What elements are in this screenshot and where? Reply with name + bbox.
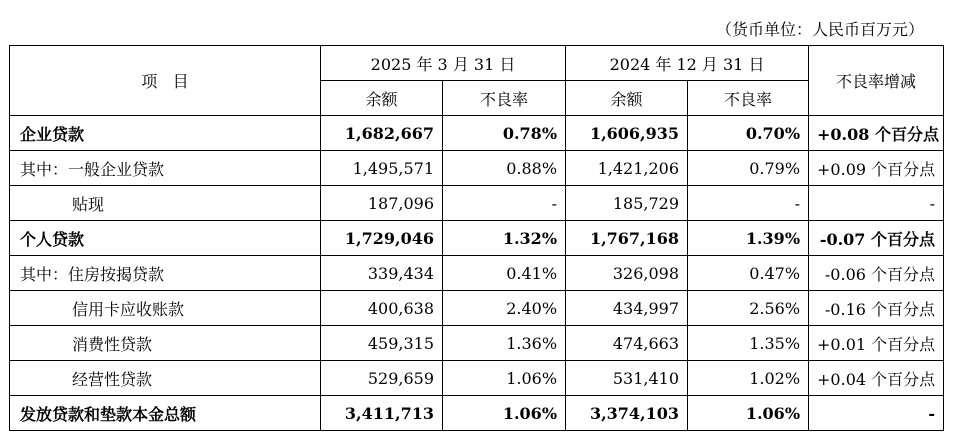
balance-2025q1: 1,682,667 <box>321 116 443 151</box>
npl-change: +0.04 个百分点 <box>809 361 944 396</box>
balance-2025q1: 187,096 <box>321 186 443 221</box>
row-label: 其中：住房按揭贷款 <box>10 256 321 291</box>
table-row-retail-loans <box>10 221 944 256</box>
npl-2024ye: 0.47% <box>688 256 809 291</box>
currency-unit-note: （货币单位：人民币百万元） <box>715 20 924 39</box>
balance-2024ye: 474,663 <box>566 326 688 361</box>
header-balance-2024ye: 余额 <box>566 81 688 116</box>
balance-2025q1: 400,638 <box>321 291 443 326</box>
loan-quality-table <box>9 45 944 431</box>
row-label: 个人贷款 <box>10 221 321 256</box>
header-npl-change: 不良率增减 <box>809 46 944 116</box>
npl-2025q1: 0.88% <box>443 151 566 186</box>
npl-2025q1: 0.41% <box>443 256 566 291</box>
npl-2024ye: 1.35% <box>688 326 809 361</box>
npl-2024ye: 0.70% <box>688 116 809 151</box>
npl-2025q1: 1.36% <box>443 326 566 361</box>
npl-change: -0.16 个百分点 <box>809 291 944 326</box>
balance-2025q1: 529,659 <box>321 361 443 396</box>
npl-change: +0.08 个百分点 <box>809 116 944 151</box>
npl-2024ye: 2.56% <box>688 291 809 326</box>
npl-change: - <box>809 396 944 431</box>
balance-2025q1: 459,315 <box>321 326 443 361</box>
row-label: 企业贷款 <box>10 116 321 151</box>
row-label: 其中：一般企业贷款 <box>10 151 321 186</box>
header-npl-2024ye: 不良率 <box>688 81 809 116</box>
balance-2025q1: 339,434 <box>321 256 443 291</box>
balance-2025q1: 1,729,046 <box>321 221 443 256</box>
table-row-general-corporate <box>10 151 944 186</box>
table-row-business <box>10 361 944 396</box>
header-balance-2025q1: 余额 <box>321 81 443 116</box>
balance-2024ye: 531,410 <box>566 361 688 396</box>
npl-2025q1: 1.32% <box>443 221 566 256</box>
balance-2024ye: 1,767,168 <box>566 221 688 256</box>
balance-2025q1: 3,411,713 <box>321 396 443 431</box>
table-row-credit-card <box>10 291 944 326</box>
balance-2024ye: 326,098 <box>566 256 688 291</box>
row-label: 信用卡应收账款 <box>10 291 321 326</box>
row-label: 经营性贷款 <box>10 361 321 396</box>
npl-2024ye: 0.79% <box>688 151 809 186</box>
header-item: 项 目 <box>10 46 321 116</box>
table-row-corporate-loans <box>10 116 944 151</box>
row-label: 消费性贷款 <box>10 326 321 361</box>
row-label: 贴现 <box>10 186 321 221</box>
balance-2024ye: 3,374,103 <box>566 396 688 431</box>
balance-2024ye: 434,997 <box>566 291 688 326</box>
balance-2025q1: 1,495,571 <box>321 151 443 186</box>
npl-2025q1: 1.06% <box>443 396 566 431</box>
npl-2024ye: 1.02% <box>688 361 809 396</box>
npl-2025q1: 1.06% <box>443 361 566 396</box>
npl-2025q1: - <box>443 186 566 221</box>
npl-2025q1: 2.40% <box>443 291 566 326</box>
balance-2024ye: 1,606,935 <box>566 116 688 151</box>
npl-change: - <box>809 186 944 221</box>
table-row-total <box>10 396 944 431</box>
header-period-2024ye: 2024 年 12 月 31 日 <box>566 46 809 81</box>
npl-change: +0.01 个百分点 <box>809 326 944 361</box>
header-row-1 <box>10 46 944 81</box>
header-npl-2025q1: 不良率 <box>443 81 566 116</box>
npl-change: -0.07 个百分点 <box>809 221 944 256</box>
npl-2024ye: - <box>688 186 809 221</box>
header-period-2025q1: 2025 年 3 月 31 日 <box>321 46 566 81</box>
npl-2024ye: 1.06% <box>688 396 809 431</box>
npl-change: -0.06 个百分点 <box>809 256 944 291</box>
balance-2024ye: 1,421,206 <box>566 151 688 186</box>
table-row-consumer <box>10 326 944 361</box>
row-label: 发放贷款和垫款本金总额 <box>10 396 321 431</box>
table-row-mortgage <box>10 256 944 291</box>
balance-2024ye: 185,729 <box>566 186 688 221</box>
npl-2025q1: 0.78% <box>443 116 566 151</box>
table-row-discounted-bills <box>10 186 944 221</box>
npl-change: +0.09 个百分点 <box>809 151 944 186</box>
npl-2024ye: 1.39% <box>688 221 809 256</box>
